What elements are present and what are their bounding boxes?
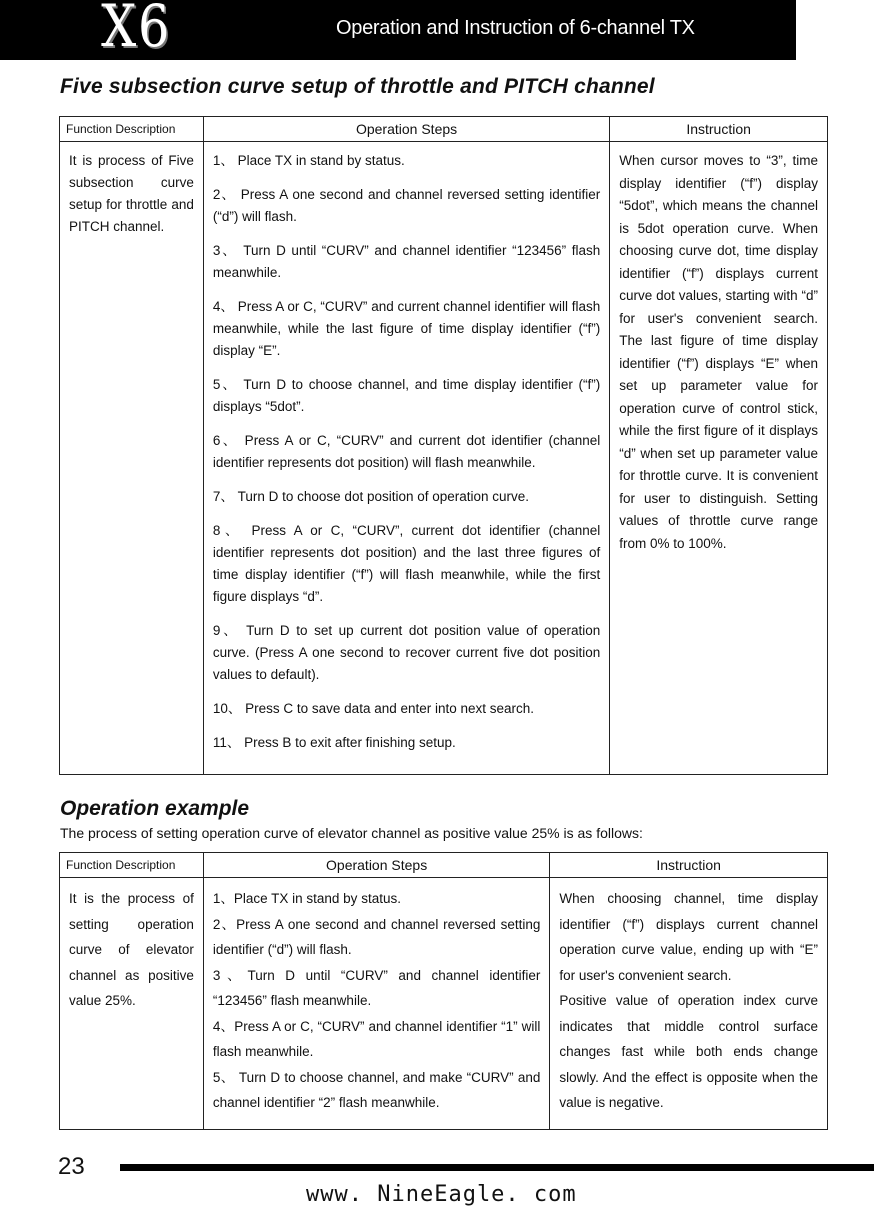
- col-function: Function Description: [60, 117, 204, 142]
- section1-table: [59, 116, 828, 775]
- step: 1、 Place TX in stand by status.: [212, 153, 405, 168]
- step: 6、 Press A or C, “CURV” and current dot identifier (channel identifier represents dot position) will flash meanwhile.: [212, 433, 601, 470]
- x6-logo: X6: [101, 0, 172, 60]
- col-instruction: Instruction: [550, 853, 828, 878]
- section1-title: Five subsection curve setup of throttle and PITCH channel: [60, 75, 655, 98]
- step: 2、Press A one second and channel reversed setting identifier (“d”) will flash.: [212, 916, 541, 957]
- function-description: It is the process of setting operation curve of elevator channel as positive value 25%.: [69, 891, 194, 1008]
- col-function: Function Description: [60, 853, 204, 878]
- footer-url: www. NineEagle. com: [306, 1182, 577, 1207]
- step: 3、 Turn D until “CURV” and channel identifier “123456” flash meanwhile.: [212, 243, 601, 280]
- step: 3、Turn D until “CURV” and channel identifier “123456” flash meanwhile.: [212, 967, 541, 1008]
- col-instruction: Instruction: [610, 117, 828, 142]
- step: 8、 Press A or C, “CURV”, current dot identifier (channel identifier represents dot position) and the last three figures of time display identifier (“f”) will flash meanwhile, while the first figure displays “d”.: [212, 523, 601, 604]
- section2-subtitle: The process of setting operation curve of elevator channel as positive value 25% is as follows:: [60, 825, 643, 841]
- step: 9、 Turn D to set up current dot position value of operation curve. (Press A one second to recover current five dot position values to default).: [212, 623, 601, 682]
- header-bar: [0, 0, 796, 60]
- step: 5、 Turn D to choose channel, and time display identifier (“f”) displays “5dot”.: [212, 377, 601, 414]
- step: 11、 Press B to exit after finishing setup.: [212, 735, 456, 750]
- step: 4、 Press A or C, “CURV” and current channel identifier will flash meanwhile, while the last figure of time display identifier (“f”) display “E”.: [212, 299, 601, 358]
- instruction-text: Positive value of operation index curve indicates that middle control surface changes fast while both ends change slowly. And the effect is opposite when the value is negative.: [559, 993, 818, 1110]
- col-steps: Operation Steps: [203, 117, 609, 142]
- step: 7、 Turn D to choose dot position of operation curve.: [212, 489, 530, 504]
- step: 4、Press A or C, “CURV” and channel identifier “1” will flash meanwhile.: [212, 1018, 541, 1059]
- step: 2、 Press A one second and channel reversed setting identifier (“d”) will flash.: [212, 187, 601, 224]
- page-number: 23: [58, 1153, 85, 1180]
- section2-table: [59, 852, 828, 1130]
- function-description: It is process of Five subsection curve setup for throttle and PITCH channel.: [69, 153, 194, 234]
- step: 10、 Press C to save data and enter into next search.: [212, 701, 535, 716]
- step: 1、Place TX in stand by status.: [212, 891, 401, 906]
- section2-title: Operation example: [60, 797, 250, 820]
- col-steps: Operation Steps: [203, 853, 550, 878]
- instruction-text: When cursor moves to “3”, time display identifier (“f”) display “5dot”, which means the channel is 5dot operation curve. When choosing curve dot, time display identifier (“f”) displays current curve dot values, starting with “d” for user's convenient search. The last figure of time display identifier (“f”) displays “E” when set up parameter value for operation curve of control stick, while the first figure of it displays “d” when set up parameter value for throttle curve. It is convenient for user to distinguish. Setting values of throttle curve range from 0% to 100%.: [619, 153, 818, 551]
- footer-rule: [120, 1164, 874, 1171]
- instruction-text: When choosing channel, time display identifier (“f”) displays current channel operation curve value, ending up with “E” for user's convenient search.: [559, 891, 818, 983]
- header-title: Operation and Instruction of 6-channel TX: [336, 17, 695, 39]
- step: 5、 Turn D to choose channel, and make “CURV” and channel identifier “2” flash meanwhile.: [212, 1069, 541, 1110]
